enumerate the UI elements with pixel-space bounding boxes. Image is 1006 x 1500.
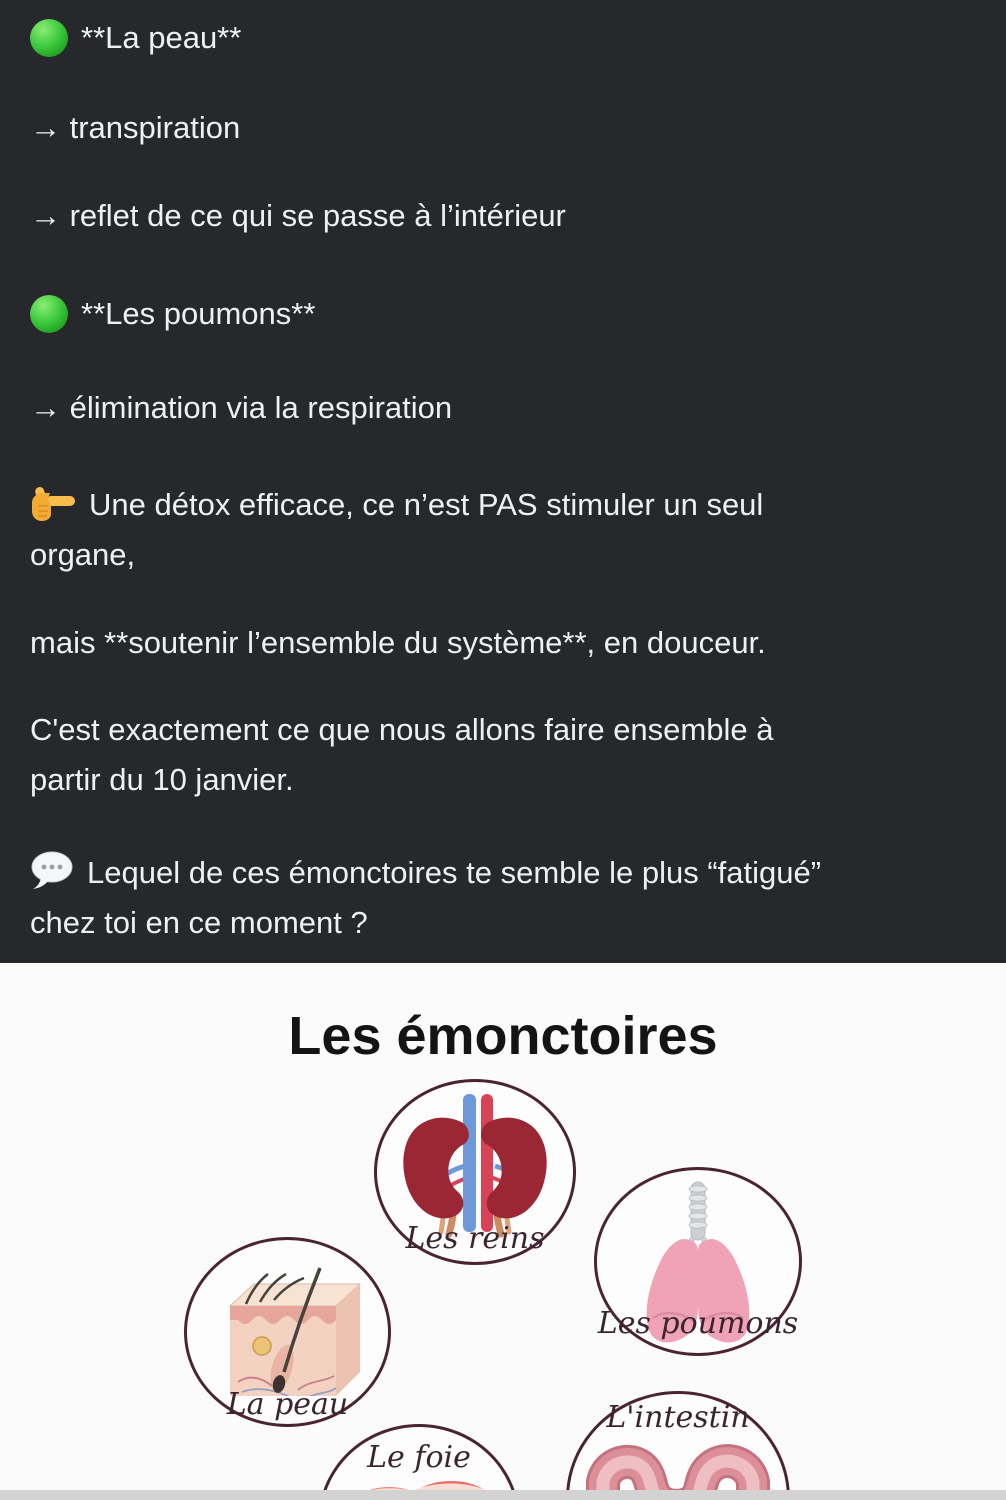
infographic-title: Les émonctoires <box>288 1006 718 1066</box>
organ-label-skin: La peau <box>226 1387 349 1422</box>
organ-label-lungs: Les poumons <box>597 1306 799 1341</box>
organ-label-kidneys: Les reins <box>405 1221 545 1256</box>
message-text: mais **soutenir l’ensemble du système**, en douceur. <box>30 625 766 660</box>
infographic-image[interactable] <box>0 963 1006 1490</box>
speech-balloon-emoji <box>30 850 74 892</box>
liver-illustration <box>339 1475 499 1490</box>
message-text: Une détox efficace, ce n’est PAS stimuler un seul organe, <box>30 487 764 572</box>
message-text: Lequel de ces émonctoires te semble le plus “fatigué” chez toi en ce moment ? <box>30 855 822 940</box>
message-paragraph <box>30 13 241 63</box>
message-paragraph <box>30 480 845 580</box>
message-paragraph <box>30 383 452 433</box>
intestine-illustration <box>583 1438 773 1490</box>
organ-label-intestine: L'intestin <box>606 1400 750 1435</box>
message-paragraph <box>30 618 766 668</box>
green-circle-emoji <box>30 295 68 333</box>
organ-circle-kidneys <box>374 1079 576 1265</box>
message-text: → reflet de ce qui se passe à l’intérieur <box>30 198 566 233</box>
kidneys-illustration <box>385 1088 565 1238</box>
organ-circle-liver <box>318 1424 520 1490</box>
message-text: → transpiration <box>30 110 241 145</box>
organ-circle-intestine <box>566 1391 790 1490</box>
bottom-separator <box>0 1490 1006 1500</box>
organ-circle-lungs <box>594 1167 802 1356</box>
message-paragraph <box>30 103 240 153</box>
message-paragraph <box>30 705 845 805</box>
message-text: **Les poumons** <box>81 296 316 331</box>
green-circle-emoji <box>30 19 68 57</box>
organ-circle-skin <box>184 1237 391 1427</box>
message-text: C'est exactement ce que nous allons faire ensemble à partir du 10 janvier. <box>30 712 774 797</box>
message-paragraph <box>30 191 566 241</box>
pointing-right-hand-emoji <box>30 484 76 524</box>
message-paragraph <box>30 289 315 339</box>
message-paragraph <box>30 848 845 948</box>
organ-label-liver: Le foie <box>367 1440 471 1475</box>
message-text: → élimination via la respiration <box>30 390 453 425</box>
message-text: **La peau** <box>81 20 242 55</box>
